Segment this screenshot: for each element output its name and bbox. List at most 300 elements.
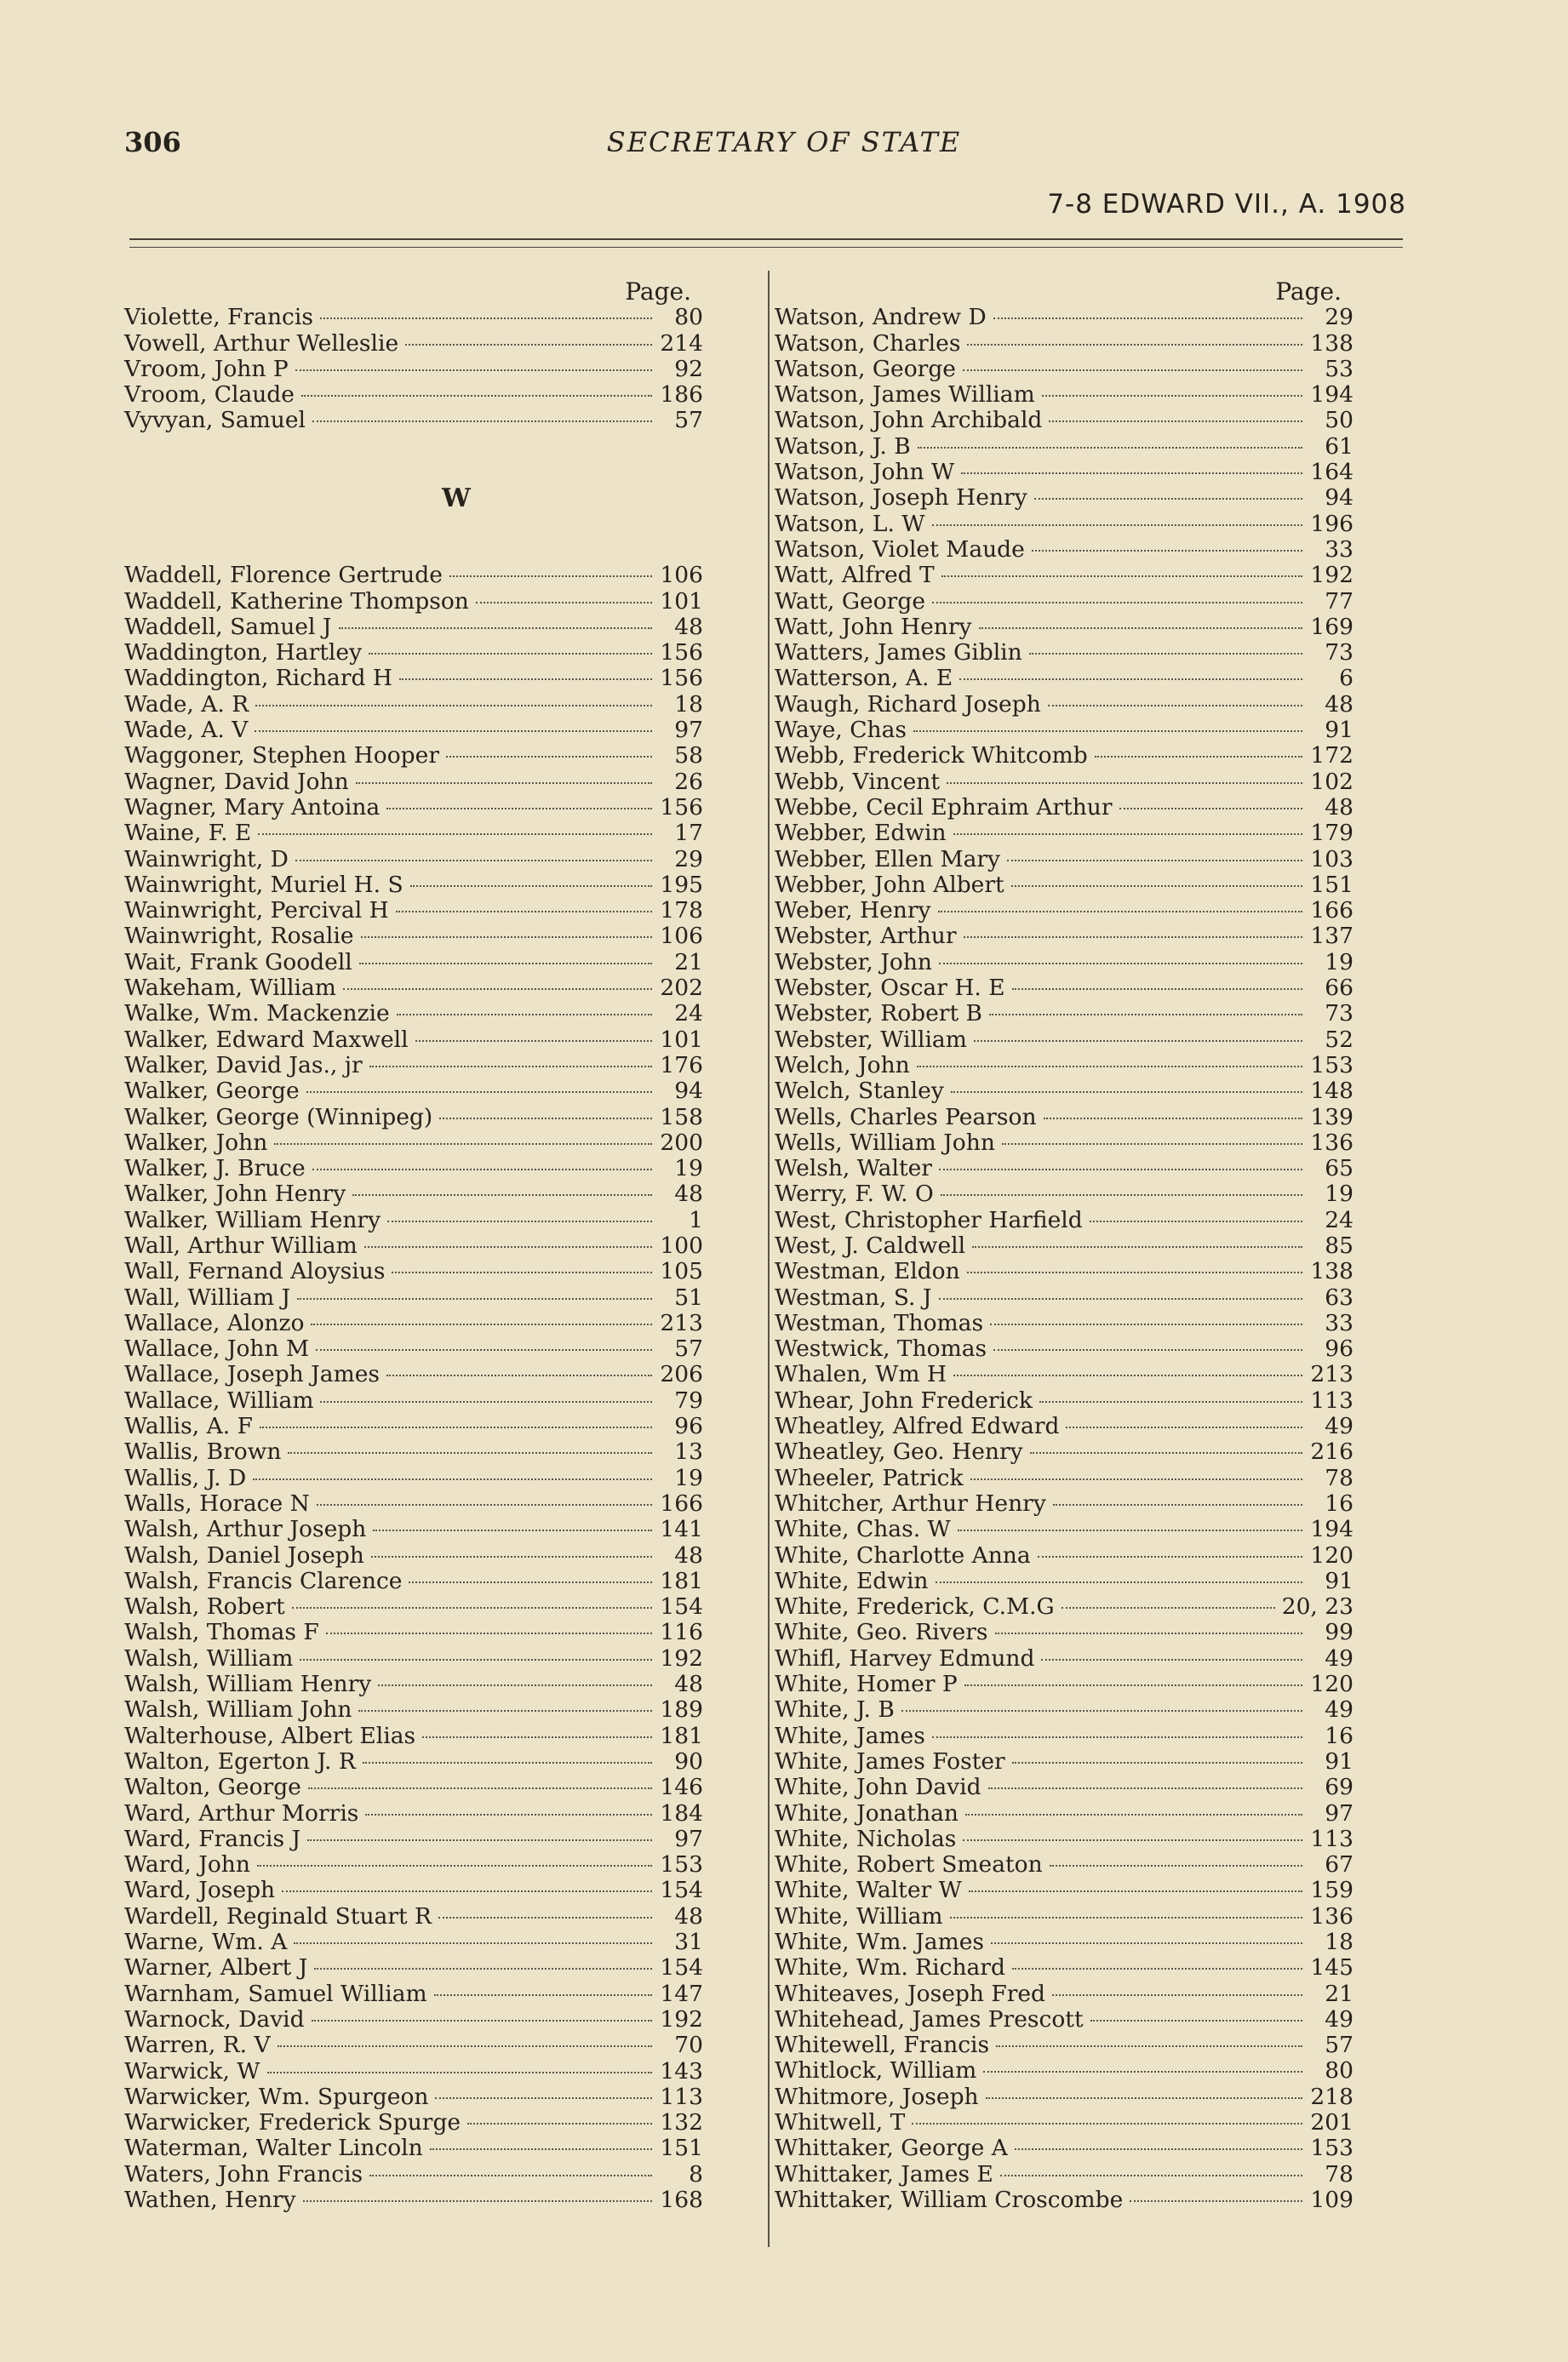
entry-page: 101	[660, 1026, 703, 1053]
index-entry	[775, 640, 1353, 666]
index-entry	[124, 1724, 703, 1749]
entry-page: 166	[660, 1490, 703, 1517]
dot-leader	[932, 524, 1302, 526]
entry-page: 154	[660, 1877, 703, 1904]
entry-page: 120	[1310, 1541, 1353, 1569]
dot-leader	[363, 1762, 652, 1764]
entry-name: Weber, Henry	[775, 897, 931, 924]
page-column-header: Page.	[625, 277, 691, 306]
dot-leader	[1002, 1143, 1302, 1145]
index-entry	[775, 1672, 1353, 1697]
index-entry	[775, 1156, 1353, 1181]
index-entry	[124, 1208, 703, 1233]
dot-leader	[953, 833, 1302, 835]
entry-name: Watson, Charles	[775, 329, 961, 357]
index-entry	[124, 1285, 703, 1311]
dot-leader	[951, 1091, 1302, 1093]
entry-page: 48	[1325, 793, 1353, 821]
index-entry	[124, 2162, 703, 2188]
entry-name: Walker, William Henry	[124, 1206, 381, 1233]
entry-page: 166	[1310, 897, 1353, 924]
entry-page: 19	[674, 1155, 703, 1182]
dot-leader	[1039, 1401, 1302, 1403]
entry-page: 91	[1325, 1567, 1353, 1594]
entry-name: Walker, John	[124, 1129, 268, 1156]
entry-page: 206	[660, 1361, 703, 1388]
dot-leader	[936, 1581, 1303, 1583]
index-entry	[775, 460, 1353, 485]
dot-leader	[434, 1994, 652, 1996]
entry-name: Watson, John Archibald	[775, 407, 1043, 434]
dot-leader	[993, 1349, 1302, 1351]
dot-leader	[449, 575, 652, 577]
issue-label: 7-8 EDWARD VII., A. 1908	[1047, 189, 1406, 220]
index-entry	[775, 1594, 1353, 1620]
index-entry	[124, 357, 703, 382]
entry-name: Watson, James William	[775, 381, 1035, 409]
index-entry	[775, 1930, 1353, 1955]
entry-page: 48	[674, 613, 703, 640]
entry-name: Whiteaves, Joseph Fred	[775, 1980, 1046, 2007]
entry-page: 61	[1325, 432, 1353, 460]
index-entry	[124, 1904, 703, 1930]
index-entry	[775, 1749, 1353, 1775]
entry-page: 80	[674, 304, 703, 331]
entry-name: Vyvyan, Samuel	[124, 407, 306, 434]
dot-leader	[1050, 1865, 1302, 1867]
dot-leader	[913, 730, 1302, 732]
dot-leader	[961, 472, 1302, 474]
entry-name: Wainwright, D	[124, 845, 289, 872]
entry-name: Wait, Frank Goodell	[124, 948, 352, 975]
index-entry	[124, 1259, 703, 1284]
index-entry	[124, 692, 703, 718]
entry-page: 192	[660, 2005, 703, 2033]
entry-name: Whittaker, James E	[775, 2160, 993, 2188]
entry-page: 141	[660, 1516, 703, 1543]
entry-page: 106	[660, 562, 703, 589]
entry-page: 52	[1325, 1026, 1353, 1053]
entry-page: 57	[674, 407, 703, 434]
entry-page: 91	[1325, 1747, 1353, 1775]
entry-name: Wells, Charles Pearson	[775, 1103, 1037, 1130]
entry-name: Watson, Violet Maude	[775, 535, 1025, 563]
index-entry	[775, 975, 1353, 1001]
entry-name: Webster, Arthur	[775, 923, 957, 950]
entry-name: Wallace, Alonzo	[124, 1309, 305, 1336]
dot-leader	[369, 653, 652, 655]
dot-leader	[369, 2175, 652, 2176]
entry-page: 80	[1325, 2057, 1353, 2085]
entry-name: Walsh, Arthur Joseph	[124, 1516, 367, 1543]
entry-name: Ward, Francis J	[124, 1825, 301, 1852]
index-entry	[124, 1955, 703, 1981]
entry-page: 120	[1310, 1671, 1353, 1698]
entry-name: Ward, Arthur Morris	[124, 1799, 359, 1827]
entry-name: Welch, John	[775, 1051, 910, 1078]
dot-leader	[359, 963, 652, 964]
index-entry	[775, 1105, 1353, 1130]
entry-name: Warwicker, Wm. Spurgeon	[124, 2083, 429, 2110]
entry-name: Waddell, Katherine Thompson	[124, 587, 469, 615]
index-entry	[775, 743, 1353, 769]
dot-leader	[932, 602, 1302, 603]
entry-name: Vroom, Claude	[124, 381, 295, 409]
entry-page: 73	[1325, 1000, 1353, 1027]
entry-name: Wagner, Mary Antoina	[124, 793, 381, 821]
index-entry	[775, 795, 1353, 821]
index-entry	[775, 847, 1353, 872]
index-entry	[775, 1852, 1353, 1878]
entry-name: Walsh, William John	[124, 1696, 352, 1724]
entry-page: 195	[660, 871, 703, 898]
entry-name: Whalen, Wm H	[775, 1361, 947, 1388]
index-entry	[775, 1466, 1353, 1491]
entry-page: 176	[660, 1051, 703, 1078]
entry-page: 18	[674, 690, 703, 718]
index-entry	[124, 898, 703, 924]
dot-leader	[326, 1633, 652, 1634]
index-entry	[775, 408, 1353, 433]
index-entry	[775, 2007, 1353, 2033]
index-entry	[124, 589, 703, 615]
entry-name: Wheatley, Geo. Henry	[775, 1438, 1023, 1466]
entry-page: 143	[660, 2057, 703, 2085]
dot-leader	[438, 1917, 652, 1919]
index-entry	[775, 1285, 1353, 1311]
index-entry	[775, 2058, 1353, 2084]
entry-name: White, Charlotte Anna	[775, 1541, 1031, 1569]
dot-leader	[306, 1091, 652, 1093]
entry-page: 151	[660, 2135, 703, 2162]
index-entry	[124, 1672, 703, 1697]
entry-page: 102	[1310, 768, 1353, 795]
index-entry	[775, 1517, 1353, 1542]
index-entry	[775, 718, 1353, 743]
entry-name: Warner, Albert J	[124, 1954, 308, 1982]
dot-leader	[917, 1066, 1302, 1067]
entry-name: Walke, Wm. Mackenzie	[124, 1000, 390, 1027]
index-entry	[124, 872, 703, 898]
entry-page: 192	[1310, 562, 1353, 589]
entry-name: White, James Foster	[775, 1747, 1005, 1775]
dot-leader	[963, 369, 1302, 371]
dot-leader	[1029, 653, 1302, 655]
dot-leader	[267, 2072, 652, 2073]
entry-page: 49	[1325, 1413, 1353, 1440]
dot-leader	[1012, 1762, 1302, 1764]
index-entry	[775, 1491, 1353, 1517]
entry-name: White, Geo. Rivers	[775, 1619, 988, 1646]
entry-name: Walker, George	[124, 1078, 300, 1105]
entry-page: 169	[1310, 613, 1353, 640]
dot-leader	[435, 2097, 652, 2099]
index-entry	[124, 1594, 703, 1620]
entry-page: 16	[1325, 1722, 1353, 1749]
entry-page: 189	[660, 1696, 703, 1724]
entry-page: 31	[674, 1929, 703, 1956]
entry-name: White, Walter W	[775, 1877, 962, 1904]
entry-name: White, Nicholas	[775, 1825, 957, 1852]
entry-page: 216	[1310, 1438, 1353, 1466]
entry-name: Wheatley, Alfred Edward	[775, 1413, 1060, 1440]
dot-leader	[967, 344, 1302, 346]
entry-page: 16	[1325, 1490, 1353, 1517]
entry-page: 78	[1325, 2160, 1353, 2188]
entry-name: Welch, Stanley	[775, 1078, 944, 1105]
entry-name: Waye, Chas	[775, 717, 907, 744]
index-entry	[124, 2110, 703, 2136]
dot-leader	[1034, 498, 1302, 500]
index-entry	[775, 821, 1353, 846]
entry-page: 181	[660, 1722, 703, 1749]
entry-page: 51	[674, 1284, 703, 1311]
entry-name: Wallis, A. F	[124, 1413, 253, 1440]
entry-page: 196	[1310, 510, 1353, 537]
index-entry	[775, 305, 1353, 330]
dot-leader	[255, 730, 652, 732]
entry-page: 96	[674, 1413, 703, 1440]
dot-leader	[405, 344, 652, 346]
entry-name: Waters, John Francis	[124, 2160, 363, 2188]
entry-page: 20, 23	[1281, 1593, 1353, 1621]
dot-leader	[369, 1066, 652, 1067]
index-entry	[124, 2085, 703, 2110]
entry-page: 48	[674, 1181, 703, 1208]
dot-leader	[312, 2020, 652, 2022]
entry-page: 218	[1310, 2083, 1353, 2110]
page-number: 306	[124, 126, 181, 158]
index-list-v	[124, 305, 703, 433]
entry-name: Watson, George	[775, 355, 956, 382]
entry-name: Warren, R. V	[124, 2032, 271, 2059]
entry-page: 53	[1325, 355, 1353, 382]
dot-leader	[1032, 550, 1302, 552]
entry-page: 19	[674, 1464, 703, 1491]
index-entry	[124, 1775, 703, 1800]
index-entry	[775, 1646, 1353, 1672]
entry-name: Wade, A. V	[124, 717, 249, 744]
entry-page: 105	[660, 1258, 703, 1285]
dot-leader	[1090, 1221, 1302, 1222]
index-entry	[775, 1027, 1353, 1053]
entry-page: 65	[1325, 1155, 1353, 1182]
entry-name: Whitwell, T	[775, 2109, 906, 2136]
entry-name: Whifl, Harvey Edmund	[775, 1644, 1035, 1672]
index-entry	[775, 1414, 1353, 1439]
index-entry	[775, 1878, 1353, 1903]
entry-page: 66	[1325, 975, 1353, 1002]
index-entry	[775, 1078, 1353, 1104]
dot-leader	[314, 1968, 652, 1970]
dot-leader	[300, 1659, 652, 1661]
entry-name: Wainwright, Percival H	[124, 897, 389, 924]
entry-name: White, J. B	[775, 1696, 895, 1724]
index-entry	[124, 743, 703, 769]
dot-leader	[988, 1787, 1302, 1789]
index-entry	[124, 1336, 703, 1362]
entry-page: 94	[1325, 484, 1353, 512]
index-list-w	[124, 563, 703, 2213]
entry-name: Whittaker, George A	[775, 2135, 1008, 2162]
entry-page: 192	[660, 1644, 703, 1672]
dot-leader	[320, 1401, 652, 1403]
entry-page: 19	[1325, 948, 1353, 975]
entry-page: 145	[1310, 1954, 1353, 1982]
entry-page: 100	[660, 1232, 703, 1259]
index-entry	[775, 666, 1353, 691]
dot-leader	[387, 1221, 652, 1222]
entry-name: Watson, John W	[775, 459, 955, 486]
index-entry	[124, 1801, 703, 1827]
index-entry	[124, 2033, 703, 2058]
dot-leader	[358, 1710, 652, 1712]
index-entry	[775, 1001, 1353, 1027]
entry-page: 97	[674, 717, 703, 744]
index-entry	[775, 1311, 1353, 1336]
dot-leader	[415, 1040, 652, 1042]
right-column	[775, 279, 1353, 2213]
entry-page: 139	[1310, 1103, 1353, 1130]
entry-name: West, J. Caldwell	[775, 1232, 966, 1259]
entry-page: 184	[660, 1799, 703, 1827]
dot-leader	[396, 911, 652, 912]
dot-leader	[422, 1736, 652, 1738]
entry-name: Webber, John Albert	[775, 871, 1004, 898]
header-rule-thin	[129, 247, 1403, 248]
entry-name: Warnham, Samuel William	[124, 1980, 427, 2007]
index-entry	[775, 1697, 1353, 1723]
entry-name: Vowell, Arthur Wellesliе	[124, 329, 399, 357]
left-column	[124, 279, 703, 2213]
entry-page: 57	[1325, 2032, 1353, 2059]
dot-leader	[959, 678, 1302, 680]
dot-leader	[274, 1143, 652, 1145]
entry-name: White, Wm. James	[775, 1929, 985, 1955]
dot-leader	[339, 627, 653, 629]
header-rule	[129, 238, 1403, 240]
dot-leader	[378, 1684, 652, 1686]
index-entry	[124, 666, 703, 691]
dot-leader	[467, 2123, 652, 2125]
entry-name: Wallace, William	[124, 1387, 314, 1414]
entry-name: Wade, A. R	[124, 690, 249, 718]
entry-name: Wells, William John	[775, 1129, 995, 1156]
dot-leader	[1053, 1504, 1302, 1506]
index-entry	[124, 950, 703, 975]
entry-name: Watson, Joseph Henry	[775, 484, 1027, 512]
index-entry	[124, 2136, 703, 2161]
dot-leader	[912, 2123, 1302, 2125]
dot-leader	[288, 1452, 652, 1454]
entry-name: Watt, Alfred T	[775, 562, 935, 589]
entry-name: Ward, John	[124, 1851, 250, 1879]
entry-page: 49	[1325, 2005, 1353, 2033]
dot-leader	[312, 1169, 652, 1170]
dot-leader	[939, 963, 1302, 964]
entry-page: 99	[1325, 1619, 1353, 1646]
dot-leader	[278, 2045, 652, 2047]
index-entry	[775, 1827, 1353, 1852]
entry-page: 202	[660, 975, 703, 1002]
index-entry	[775, 1259, 1353, 1284]
index-entry	[124, 1749, 703, 1775]
index-entry	[124, 1311, 703, 1336]
entry-page: 156	[660, 639, 703, 666]
entry-page: 69	[1325, 1774, 1353, 1801]
entry-name: Warwicker, Frederick Spurge	[124, 2109, 461, 2136]
entry-page: 70	[674, 2032, 703, 2059]
index-entry	[124, 2188, 703, 2213]
index-entry	[124, 847, 703, 872]
entry-name: Walton, George	[124, 1774, 301, 1801]
entry-page: 109	[1310, 2186, 1353, 2213]
dot-leader	[282, 1890, 652, 1892]
index-entry	[775, 331, 1353, 357]
index-entry	[124, 563, 703, 588]
entry-page: 156	[660, 665, 703, 692]
index-entry	[775, 1775, 1353, 1800]
index-entry	[124, 769, 703, 795]
entry-page: 92	[674, 355, 703, 382]
entry-page: 97	[674, 1825, 703, 1852]
dot-leader	[939, 1169, 1302, 1170]
dot-leader	[958, 1530, 1302, 1531]
dot-leader	[1049, 420, 1302, 422]
entry-page: 101	[660, 587, 703, 615]
index-entry	[124, 1078, 703, 1104]
index-entry	[124, 975, 703, 1001]
index-entry	[124, 1466, 703, 1491]
dot-leader	[373, 1530, 652, 1531]
entry-name: Watters, James Giblin	[775, 639, 1022, 666]
entry-name: Walker, Edward Maxwell	[124, 1026, 409, 1053]
entry-name: Walterhouse, Albert Elias	[124, 1722, 416, 1749]
index-entry	[124, 2059, 703, 2085]
dot-leader	[301, 395, 652, 397]
dot-leader	[995, 1633, 1303, 1634]
entry-name: Wagner, David John	[124, 768, 349, 795]
dot-leader	[1062, 1607, 1275, 1609]
entry-page: 201	[1310, 2109, 1353, 2136]
running-title: SECRETARY OF STATE	[606, 126, 962, 158]
entry-page: 136	[1310, 1902, 1353, 1930]
dot-leader	[365, 1814, 652, 1816]
index-entry	[124, 1027, 703, 1053]
entry-name: Watt, George	[775, 587, 925, 615]
entry-name: Wainwright, Muriel H. S	[124, 871, 403, 898]
entry-name: Walton, Egerton J. R	[124, 1747, 356, 1775]
entry-name: Webb, Vincent	[775, 768, 940, 795]
dot-leader	[941, 575, 1302, 577]
entry-name: White, Jonathan	[775, 1799, 959, 1827]
index-entry	[124, 1156, 703, 1181]
entry-name: Wallis, J. D	[124, 1464, 247, 1491]
entry-page: 153	[1310, 1051, 1353, 1078]
entry-name: Wathen, Henry	[124, 2186, 296, 2213]
entry-page: 17	[674, 820, 703, 847]
dot-leader	[295, 369, 652, 371]
entry-page: 164	[1310, 459, 1353, 486]
index-entry	[124, 795, 703, 821]
dot-leader	[260, 1427, 652, 1428]
dot-leader	[307, 1839, 652, 1841]
dot-leader	[316, 1349, 652, 1351]
dot-leader	[1038, 1556, 1302, 1558]
index-entry	[124, 331, 703, 357]
entry-page: 132	[660, 2109, 703, 2136]
entry-name: Werry, F. W. O	[775, 1181, 934, 1208]
